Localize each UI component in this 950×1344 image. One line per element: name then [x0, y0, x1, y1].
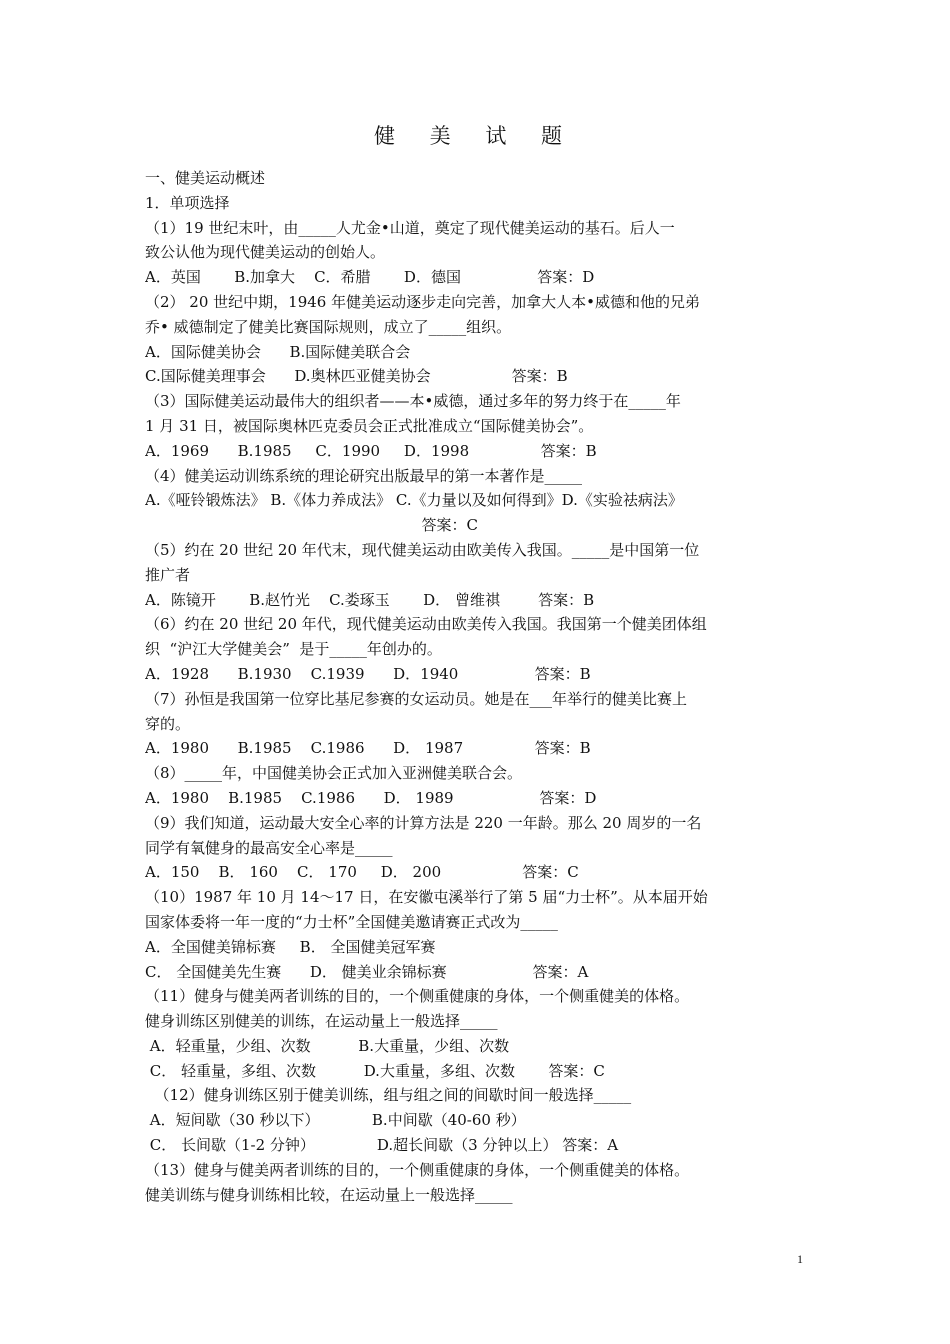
- question-text: （7）孙恒是我国第一位穿比基尼参赛的女运动员。她是在___年举行的健美比赛上: [145, 689, 688, 708]
- answer-options: A．英国 B.加拿大 C．希腊 D．德国 答案：D: [145, 268, 595, 287]
- section-heading: 一、健美运动概述: [145, 169, 266, 187]
- answer-options: C． 长间歇（1-2 分钟） D.超长间歇（3 分钟以上） 答案：A: [145, 1136, 619, 1155]
- question-text: （1）19 世纪末叶，由_____人尤金•山道，奠定了现代健美运动的基石。后人一: [145, 218, 675, 237]
- question-text: （13）健身与健美两者训练的目的，一个侧重健康的身体，一个侧重健美的体格。: [145, 1160, 690, 1179]
- question-text: 推广者: [145, 565, 191, 584]
- question-text: 乔• 威德制定了健美比赛国际规则，成立了_____组织。: [145, 317, 512, 336]
- answer-options: A．陈镜开 B.赵竹光 C.娄琢玉 D． 曾维祺 答案：B: [145, 590, 595, 609]
- question-text: （2） 20 世纪中期，1946 年健美运动逐步走向完善，加拿大人本•威德和他的兄弟: [145, 292, 700, 311]
- answer-options: A．150 B． 160 C． 170 D． 200 答案：C: [145, 863, 579, 882]
- question-text: 健美训练与健身训练相比较，在运动量上一般选择_____: [145, 1185, 513, 1204]
- question-text: 穿的。: [145, 714, 191, 733]
- page-title: 健 美 试 题: [373, 124, 577, 148]
- question-text: 织 “沪江大学健美会” 是于_____年创办的。: [145, 640, 442, 659]
- page-number: 1: [797, 1252, 803, 1266]
- question-text: 国家体委将一年一度的“力士杯”全国健美邀请赛正式改为_____: [145, 912, 558, 931]
- question-text: 1 月 31 日，被国际奥林匹克委员会正式批准成立“国际健美协会”。: [145, 416, 594, 435]
- answer-options: A．1928 B.1930 C.1939 D．1940 答案：B: [145, 664, 591, 683]
- question-text: （3）国际健美运动最伟大的组织者——本•威德，通过多年的努力终于在_____年: [145, 392, 681, 411]
- answer-options: A．1980 B.1985 C.1986 D． 1987 答案：B: [145, 739, 591, 758]
- question-text: （11）健身与健美两者训练的目的，一个侧重健康的身体，一个侧重健美的体格。: [145, 987, 690, 1006]
- question-text: （4）健美运动训练系统的理论研究出版最早的第一本著作是_____: [145, 466, 583, 485]
- answer-options: C． 全国健美先生赛 D． 健美业余锦标赛 答案：A: [145, 962, 589, 981]
- question-text: （5）约在 20 世纪 20 年代末，现代健美运动由欧美传入我国。_____是中国第一位: [145, 540, 700, 559]
- question-list: [145, 166, 810, 1207]
- answer-options: A．1980 B.1985 C.1986 D． 1989 答案：D: [145, 788, 597, 807]
- question-text: （8）_____年，中国健美协会正式加入亚洲健美联合会。: [145, 764, 523, 783]
- question-text: （6）约在 20 世纪 20 年代，现代健美运动由欧美传入我国。我国第一个健美团体组: [145, 615, 707, 634]
- answer-options: A．1969 B.1985 C．1990 D．1998 答案：B: [145, 441, 597, 460]
- question-text: （9）我们知道，运动最大安全心率的计算方法是 220 一年龄。那么 20 周岁的一名: [145, 813, 702, 832]
- answer-options: A．国际健美协会 B.国际健美联合会: [145, 342, 411, 361]
- question-text: 同学有氧健身的最高安全心率是_____: [145, 838, 393, 857]
- answer-options: C.国际健美理事会 D.奥林匹亚健美协会 答案：B: [145, 367, 568, 386]
- question-text: （10）1987 年 10 月 14～17 日，在安徽屯溪举行了第 5 届“力士杯”。从本届开始: [145, 888, 708, 907]
- answer-options: C． 轻重量，多组、次数 D.大重量，多组、次数 答案：C: [145, 1061, 605, 1080]
- answer-options: A．轻重量，少组、次数 B.大重量，少组、次数: [145, 1036, 510, 1055]
- question-text: 健身训练区别健美的训练，在运动量上一般选择_____: [145, 1012, 498, 1031]
- subsection-heading: 1．单项选择: [145, 193, 230, 212]
- answer-options: A．短间歇（30 秒以下） B.中间歇（40-60 秒）: [145, 1111, 526, 1130]
- answer-options: A．全国健美锦标赛 B． 全国健美冠军赛: [145, 937, 436, 956]
- answer-options: A.《哑铃锻炼法》 B.《体力养成法》 C.《力量以及如何得到》D.《实验祛病法》: [145, 491, 683, 510]
- question-text: 致公认他为现代健美运动的创始人。: [145, 243, 386, 262]
- answer-key: 答案：C: [145, 516, 479, 535]
- question-text: （12）健身训练区别于健美训练，组与组之间的间歇时间一般选择_____: [145, 1086, 632, 1105]
